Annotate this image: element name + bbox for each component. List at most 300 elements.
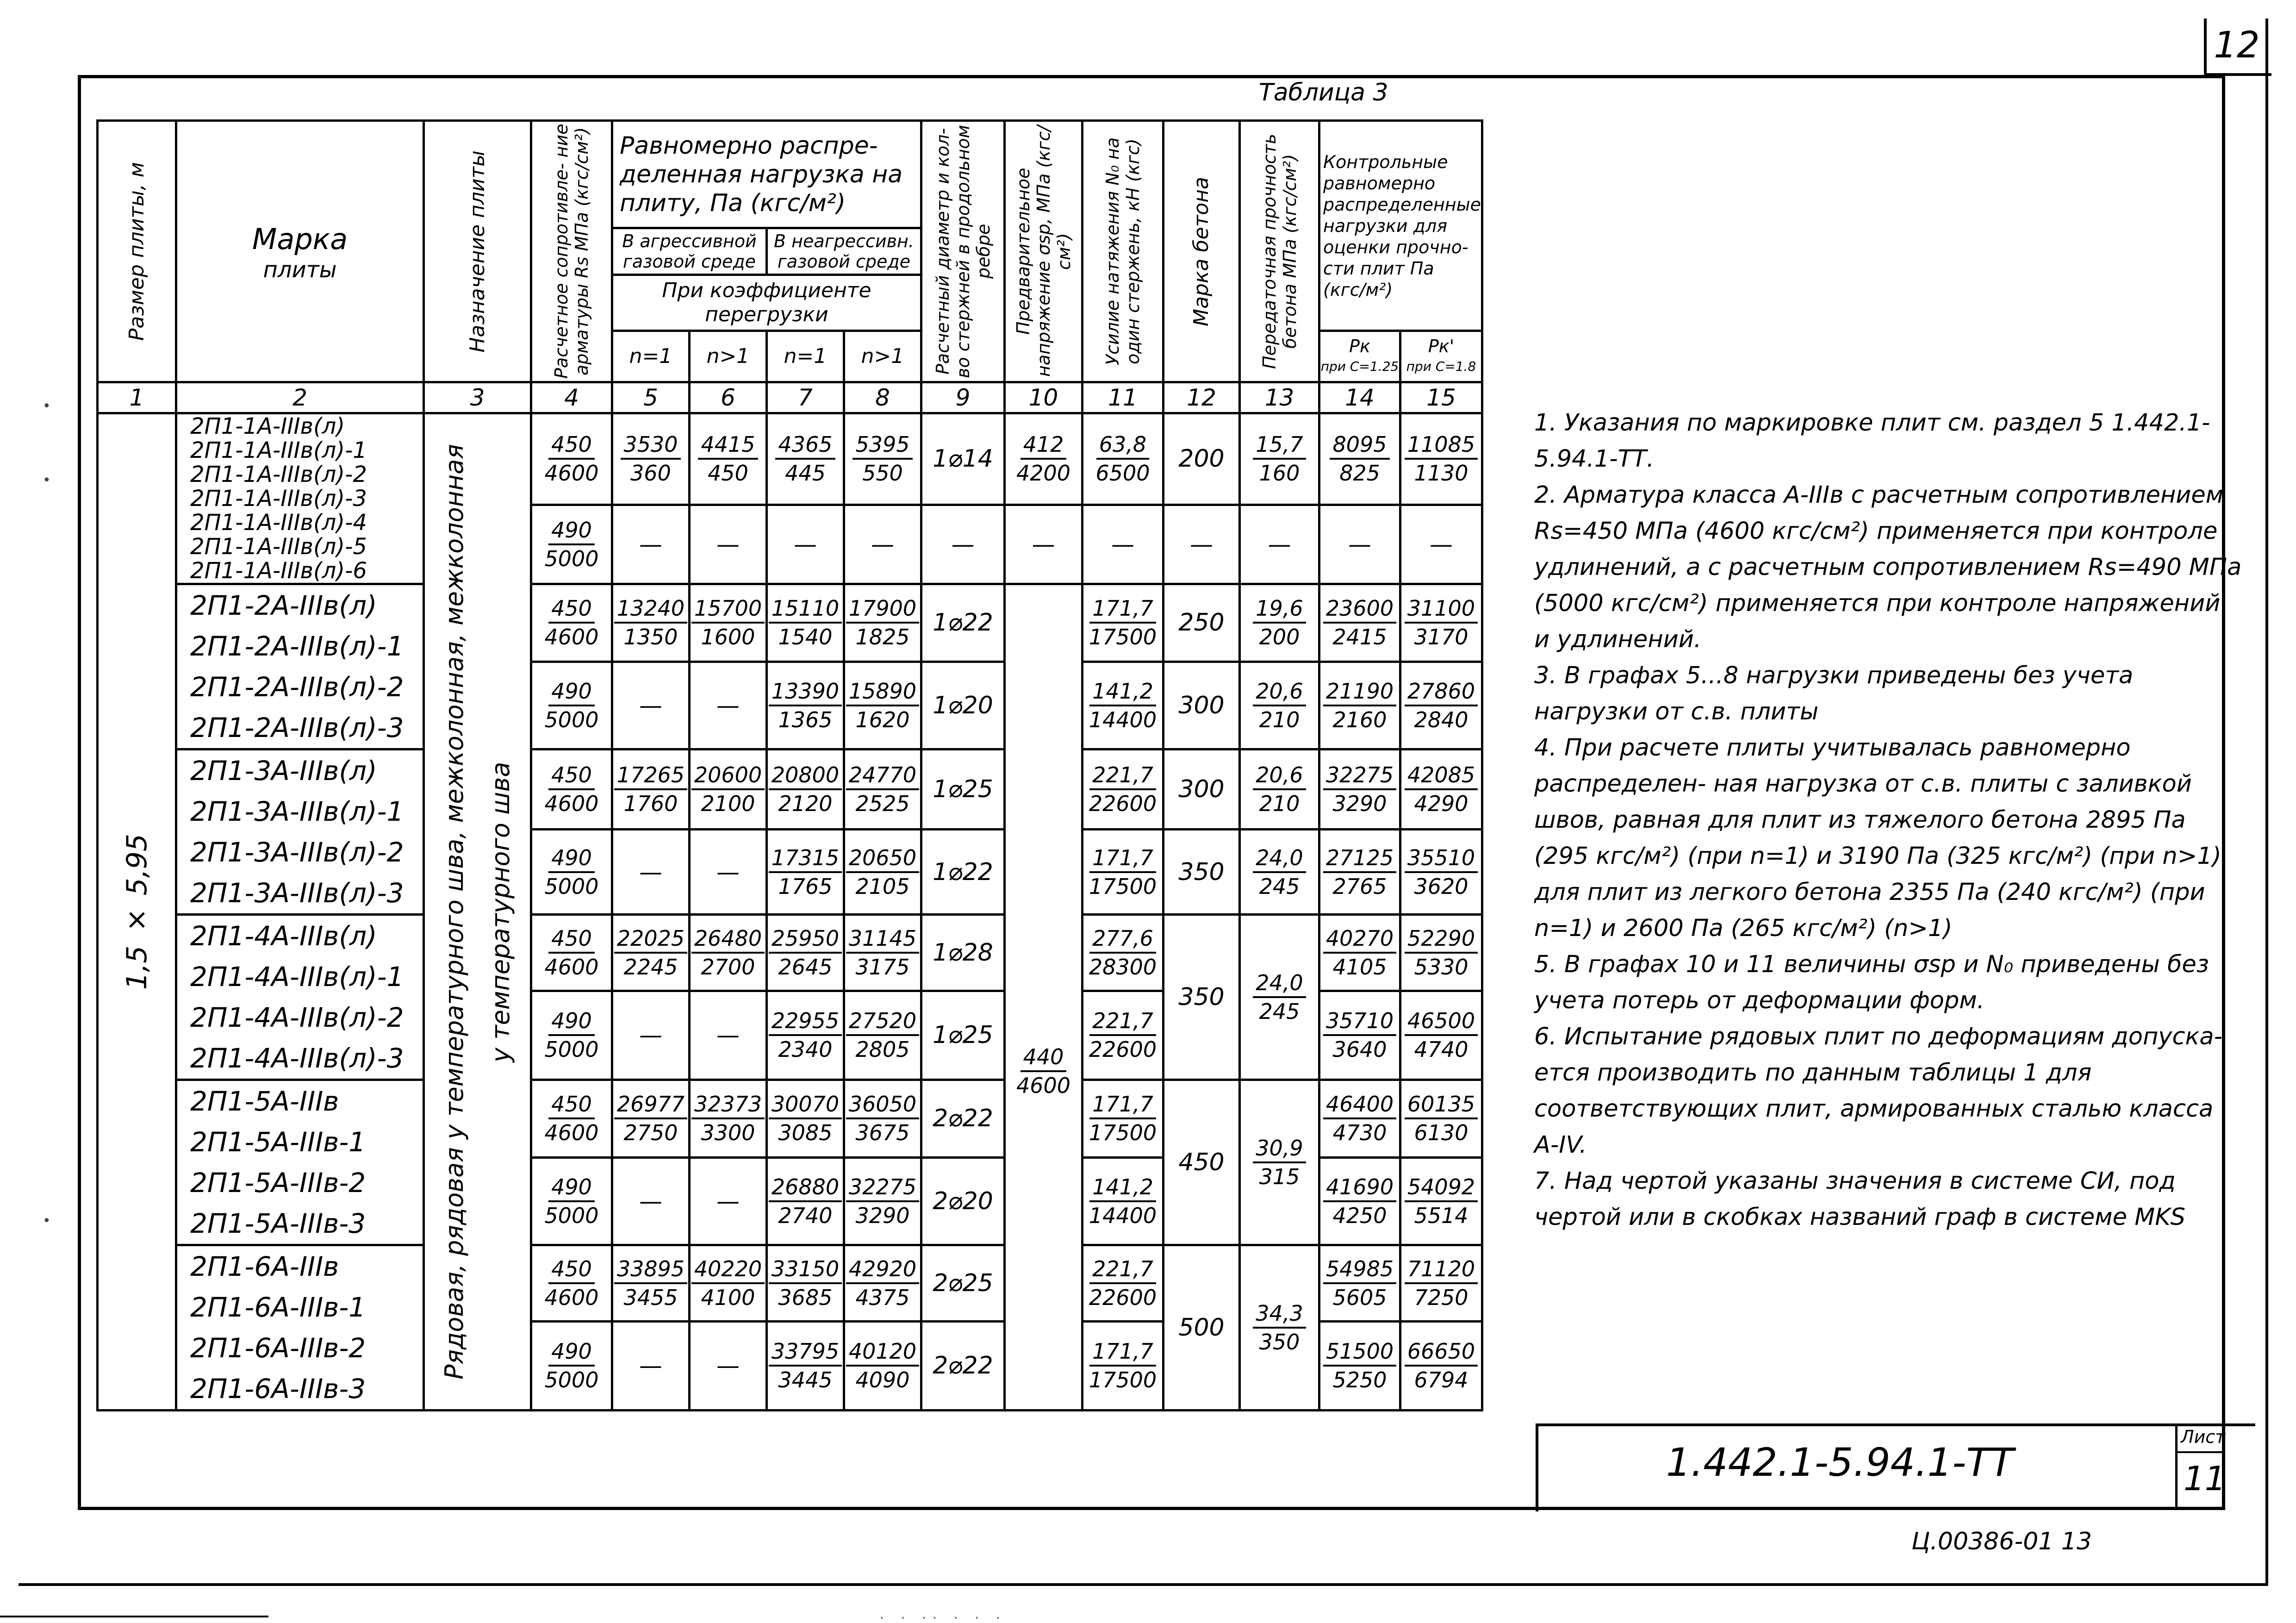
value-si: 24,0 [1253, 844, 1306, 873]
value-cell [844, 991, 921, 1080]
value-text: — [716, 692, 740, 719]
value-cell [767, 830, 844, 915]
value-text: 300 [1178, 775, 1225, 804]
header-control-loads: Контрольные равномерно распределенные нагрузки для оценки прочно- сти плит Па (кгс/м²) [1319, 121, 1482, 331]
value-cell [612, 749, 690, 830]
value-cell [1240, 749, 1319, 830]
value-si: 27125 [1323, 844, 1396, 873]
value-si: 26880 [769, 1174, 842, 1202]
header-ngt1: n>1 [690, 331, 767, 382]
value-si: 277,6 [1089, 925, 1156, 954]
header-ngt1: n>1 [844, 331, 921, 382]
column-number: 10 [1005, 382, 1083, 413]
value-cell [1083, 584, 1164, 662]
note-item: 5. В графах 10 и 11 величины σsp и N₀ приведены без учета потерь от деформации форм. [1534, 951, 2209, 1014]
value-mks: 6794 [1414, 1367, 1468, 1393]
notes-block [1534, 405, 2242, 1236]
empty-cell [690, 662, 767, 749]
value-mks: 5000 [544, 874, 599, 899]
archive-number: Ц.00386-01 13 [1911, 1528, 2092, 1555]
column-number: 4 [531, 382, 612, 413]
value-si: 412 [1020, 431, 1067, 460]
table-row [98, 749, 1482, 830]
value-cell [690, 749, 767, 830]
plate-marks-cell [176, 749, 424, 915]
value-text: 1⌀22 [933, 609, 993, 637]
note-item: 7. Над чертой указаны значения в системе СИ, под чертой или в скобках названий граф в системе MKS [1534, 1167, 2186, 1231]
value-cell [1400, 991, 1482, 1080]
column-number-row [98, 382, 1482, 413]
value-si: 34,3 [1253, 1300, 1306, 1329]
value-si: 221,7 [1089, 1007, 1156, 1036]
value-cell [531, 584, 612, 662]
table-row [98, 1080, 1482, 1158]
value-si: 51500 [1323, 1338, 1396, 1367]
sheet-border-bottom [19, 1583, 2268, 1586]
value-text: — [1430, 531, 1453, 558]
plate-mark: 2П1-6А-IIIв-1 [190, 1292, 366, 1323]
plate-mark: 2П1-6А-IIIв-3 [190, 1373, 366, 1405]
value-cell [844, 915, 921, 991]
column-number: 7 [767, 382, 844, 413]
value-cell [1083, 413, 1164, 505]
value-cell [921, 1080, 1005, 1158]
plate-size-cell: 1,5 × 5,95 [98, 413, 176, 1411]
value-mks: 22600 [1089, 1037, 1157, 1062]
column-number: 1 [98, 382, 176, 413]
value-cell [767, 1245, 844, 1322]
value-mks: 14400 [1089, 707, 1157, 732]
plate-mark: 2П1-6А-IIIв [190, 1251, 339, 1282]
value-mks: 160 [1259, 461, 1300, 486]
value-si: 35510 [1405, 844, 1478, 873]
value-mks: 2415 [1332, 624, 1387, 650]
value-cell [767, 413, 844, 505]
value-mks: 3455 [623, 1285, 678, 1310]
value-text: 1⌀28 [933, 938, 993, 967]
value-si: 490 [548, 678, 595, 706]
column-number: 14 [1319, 382, 1400, 413]
value-cell [1240, 1245, 1319, 1411]
empty-cell [921, 505, 1005, 584]
value-cell [1400, 1157, 1482, 1245]
value-cell [531, 662, 612, 749]
value-mks: 4250 [1332, 1203, 1387, 1228]
value-si: 20800 [769, 762, 842, 790]
value-si: 30,9 [1253, 1135, 1306, 1163]
value-text: — [639, 692, 662, 719]
plate-mark: 2П1-4А-IIIв(л) [190, 920, 377, 952]
value-cell [1005, 413, 1083, 505]
value-mks: 2840 [1414, 707, 1468, 732]
plate-mark: 2П1-1А-IIIв(л)-1 [190, 437, 367, 463]
empty-cell [612, 991, 690, 1080]
value-si: 33150 [769, 1255, 842, 1284]
value-si: 40120 [846, 1338, 919, 1367]
value-mks: 17500 [1089, 1120, 1157, 1146]
value-mks: 3300 [701, 1120, 755, 1146]
value-si: 40270 [1323, 925, 1396, 954]
table-row [98, 584, 1482, 662]
value-si: 60135 [1405, 1091, 1478, 1119]
value-mks: 5000 [544, 707, 599, 732]
value-mks: 7250 [1414, 1285, 1468, 1310]
value-si: 3530 [621, 431, 680, 460]
value-si: 35710 [1323, 1007, 1396, 1036]
value-mks: 5605 [1332, 1285, 1387, 1310]
data-table [96, 119, 1483, 1411]
value-mks: 3685 [778, 1285, 833, 1310]
value-cell [1164, 915, 1240, 1080]
value-si: 19,6 [1253, 595, 1306, 624]
plate-mark: 2П1-2А-IIIв(л)-1 [190, 630, 404, 662]
value-cell [1083, 1321, 1164, 1410]
binding-mark: • [43, 472, 51, 488]
value-cell [1319, 1245, 1400, 1322]
column-number: 11 [1083, 382, 1164, 413]
value-mks: 17500 [1089, 874, 1157, 899]
value-si: 450 [548, 762, 595, 790]
value-mks: 200 [1259, 624, 1300, 650]
value-si: 5395 [852, 431, 912, 460]
value-cell [531, 1157, 612, 1245]
value-mks: 210 [1259, 707, 1300, 732]
value-mks: 350 [1259, 1330, 1300, 1355]
value-si: 27520 [846, 1007, 919, 1036]
plate-marks-cell [176, 413, 424, 584]
value-si: 21190 [1323, 678, 1396, 706]
value-cell [612, 1245, 690, 1322]
value-si: 171,7 [1089, 1091, 1156, 1119]
value-text: — [1268, 531, 1291, 558]
column-number: 13 [1240, 382, 1319, 413]
value-cell [1400, 749, 1482, 830]
stamp-border [1536, 1423, 2255, 1426]
plate-mark: 2П1-2А-IIIв(л) [190, 590, 377, 621]
value-si: 171,7 [1089, 1338, 1156, 1367]
plate-mark: 2П1-3А-IIIв(л)-1 [190, 796, 404, 827]
value-cell [844, 1321, 921, 1410]
header-n1: n=1 [767, 331, 844, 382]
value-cell [1083, 1157, 1164, 1245]
value-cell [1164, 413, 1240, 505]
value-cell [1164, 584, 1240, 662]
value-mks: 4600 [544, 624, 599, 650]
plate-mark: 2П1-1А-IIIв(л) [190, 413, 345, 439]
footer-dots: . . .. . . . [879, 1604, 1006, 1623]
value-cell [690, 584, 767, 662]
value-cell [1319, 915, 1400, 991]
value-si: 490 [548, 1338, 595, 1367]
value-cell [1240, 662, 1319, 749]
value-mks: 2120 [778, 791, 833, 817]
value-mks: 4600 [1016, 1073, 1071, 1098]
value-cell [1083, 915, 1164, 991]
value-si: 23600 [1323, 595, 1396, 624]
value-cell [921, 413, 1005, 505]
value-mks: 17500 [1089, 1367, 1157, 1393]
empty-cell [1319, 505, 1400, 584]
header-mark: Марка плиты [176, 121, 424, 382]
value-si: 20600 [691, 762, 765, 790]
value-si: 4415 [698, 431, 758, 460]
empty-cell [1240, 505, 1319, 584]
value-cell [531, 991, 612, 1080]
value-cell [690, 1245, 767, 1322]
value-cell [1240, 584, 1319, 662]
value-text: 2⌀20 [933, 1187, 993, 1215]
sheet-border-right [2265, 19, 2268, 1586]
header-overload-coef: При коэффициенте перегрузки [612, 275, 921, 331]
value-si: 52290 [1405, 925, 1478, 954]
value-si: 26480 [691, 925, 765, 954]
value-text: — [639, 531, 662, 558]
value-mks: 3675 [855, 1120, 910, 1146]
value-cell [690, 915, 767, 991]
value-cell [1083, 830, 1164, 915]
column-number: 6 [690, 382, 767, 413]
plate-mark: 2П1-6А-IIIв-2 [190, 1332, 366, 1364]
value-si: 4365 [775, 431, 835, 460]
value-mks: 4600 [544, 791, 599, 817]
value-si: 141,2 [1089, 1174, 1156, 1202]
empty-cell [690, 830, 767, 915]
header-diameter: Расчетный диаметр и кол-во стержней в продольном ребре [921, 121, 1005, 382]
empty-cell [690, 991, 767, 1080]
value-mks: 6130 [1414, 1120, 1468, 1146]
value-mks: 825 [1339, 461, 1380, 486]
value-text: — [639, 1352, 662, 1380]
value-cell [690, 1080, 767, 1158]
value-si: 24770 [846, 762, 919, 790]
value-cell [844, 1080, 921, 1158]
value-si: 450 [548, 925, 595, 954]
value-cell [1083, 1080, 1164, 1158]
value-text: 250 [1178, 609, 1225, 637]
value-cell [844, 662, 921, 749]
value-cell [612, 584, 690, 662]
value-cell [612, 915, 690, 991]
value-text: — [639, 858, 662, 886]
table-title: Таблица 3 [1259, 79, 1388, 106]
value-cell [531, 1245, 612, 1322]
value-mks: 2245 [623, 954, 678, 980]
value-si: 221,7 [1089, 762, 1156, 790]
value-si: 17900 [846, 595, 919, 624]
value-mks: 245 [1259, 874, 1300, 899]
value-text: 350 [1178, 858, 1225, 886]
value-si: 8095 [1330, 431, 1389, 460]
value-text: 2⌀22 [933, 1105, 993, 1133]
header-n1: n=1 [612, 331, 690, 382]
value-mks: 245 [1259, 999, 1300, 1024]
value-si: 20650 [846, 844, 919, 873]
value-cell [767, 1321, 844, 1410]
value-cell [1319, 749, 1400, 830]
value-mks: 360 [630, 461, 671, 486]
column-number: 3 [424, 382, 531, 413]
plate-mark: 2П1-3А-IIIв(л)-2 [190, 836, 404, 868]
value-cell [1400, 830, 1482, 915]
value-mks: 2765 [1332, 874, 1387, 899]
value-cell [1400, 662, 1482, 749]
value-cell [1319, 662, 1400, 749]
header-rk: Pк при C=1.25 [1319, 331, 1400, 382]
value-si: 490 [548, 1174, 595, 1202]
empty-cell [612, 1321, 690, 1410]
value-si: 490 [548, 517, 595, 545]
value-cell [1400, 1245, 1482, 1322]
value-mks: 315 [1259, 1164, 1300, 1189]
shared-prestress-cell [1005, 584, 1083, 1411]
value-cell [921, 830, 1005, 915]
value-mks: 22600 [1089, 1285, 1157, 1310]
value-text: — [794, 531, 817, 558]
value-mks: 1365 [778, 707, 833, 732]
sheet-number: 11 [2184, 1459, 2226, 1498]
value-mks: 5000 [544, 1367, 599, 1393]
value-si: 13240 [614, 595, 687, 624]
value-mks: 4600 [544, 1120, 599, 1146]
value-si: 171,7 [1089, 595, 1156, 624]
value-mks: 4105 [1332, 954, 1387, 980]
empty-cell [1164, 505, 1240, 584]
value-si: 15,7 [1253, 431, 1306, 460]
plate-mark: 2П1-1А-IIIв(л)-3 [190, 486, 367, 512]
table-row [98, 1245, 1482, 1322]
plate-mark: 2П1-4А-IIIв(л)-2 [190, 1002, 404, 1033]
value-mks: 2105 [855, 874, 910, 899]
empty-cell [612, 830, 690, 915]
value-cell [921, 662, 1005, 749]
value-mks: 5250 [1332, 1367, 1387, 1393]
value-cell [921, 584, 1005, 662]
value-si: 17315 [769, 844, 842, 873]
empty-cell [690, 1321, 767, 1410]
page-number: 12 [2214, 25, 2260, 66]
value-cell [921, 1321, 1005, 1410]
column-number: 9 [921, 382, 1005, 413]
value-mks: 1600 [701, 624, 755, 650]
value-cell [921, 749, 1005, 830]
plate-mark: 2П1-5А-IIIв-1 [190, 1126, 366, 1158]
value-cell [1319, 413, 1400, 505]
value-mks: 450 [708, 461, 748, 486]
empty-cell [1005, 505, 1083, 584]
value-text: 450 [1178, 1149, 1225, 1176]
value-cell [1083, 749, 1164, 830]
table-row [98, 915, 1482, 991]
value-mks: 1620 [855, 707, 910, 732]
value-cell [767, 584, 844, 662]
value-cell [531, 505, 612, 584]
stamp-border [1536, 1423, 1538, 1511]
value-text: — [716, 1187, 740, 1215]
document-code: 1.442.1-5.94.1-ТТ [1666, 1440, 2014, 1485]
value-si: 30070 [769, 1091, 842, 1119]
value-si: 221,7 [1089, 1255, 1156, 1284]
value-mks: 4375 [855, 1285, 910, 1310]
value-text: — [871, 531, 894, 558]
column-number: 5 [612, 382, 690, 413]
empty-cell [690, 505, 767, 584]
value-cell [1240, 1080, 1319, 1245]
value-cell [767, 1157, 844, 1245]
value-mks: 5514 [1414, 1203, 1468, 1228]
empty-cell [844, 505, 921, 584]
value-cell [1240, 830, 1319, 915]
value-cell [844, 413, 921, 505]
value-cell [531, 413, 612, 505]
value-mks: 28300 [1089, 954, 1157, 980]
plate-mark: 2П1-4А-IIIв(л)-3 [190, 1042, 404, 1074]
value-text: — [1032, 531, 1055, 558]
value-mks: 5000 [544, 1203, 599, 1228]
empty-cell [1083, 505, 1164, 584]
value-mks: 6500 [1095, 461, 1150, 486]
value-cell [1319, 1321, 1400, 1410]
value-si: 450 [548, 595, 595, 624]
sheet-label: Лист [2181, 1427, 2226, 1447]
note-item: 1. Указания по маркировке плит см. раздел 5 1.442.1-5.94.1-ТТ. [1534, 409, 2210, 473]
value-text: 1⌀22 [933, 858, 993, 886]
value-si: 42085 [1405, 762, 1478, 790]
value-mks: 2100 [701, 791, 755, 817]
value-mks: 5330 [1414, 954, 1468, 980]
plate-mark: 2П1-2А-IIIв(л)-2 [190, 671, 404, 703]
value-mks: 1540 [778, 624, 833, 650]
value-text: 1⌀14 [933, 445, 993, 473]
value-si: 15110 [769, 595, 842, 624]
value-mks: 445 [785, 461, 826, 486]
plate-mark: 2П1-1А-IIIв(л)-5 [190, 534, 367, 560]
column-number: 15 [1400, 382, 1482, 413]
value-mks: 4600 [544, 1285, 599, 1310]
value-si: 66650 [1405, 1338, 1478, 1367]
value-cell [767, 991, 844, 1080]
value-text: 350 [1178, 983, 1225, 1011]
value-si: 71120 [1405, 1255, 1478, 1284]
empty-cell [612, 662, 690, 749]
header-transfer-strength: Передаточная прочность бетона МПа (кгс/см²) [1240, 121, 1319, 382]
value-mks: 4600 [544, 461, 599, 486]
value-text: — [639, 1187, 662, 1215]
value-si: 54092 [1405, 1174, 1478, 1202]
value-mks: 5000 [544, 1037, 599, 1062]
value-si: 450 [548, 431, 595, 460]
value-mks: 2525 [855, 791, 910, 817]
value-si: 141,2 [1089, 678, 1156, 706]
header-load-group: Равномерно распре- деленная нагрузка на плиту, Па (кгс/м²) [612, 121, 921, 228]
value-si: 490 [548, 1007, 595, 1036]
value-cell [1400, 1080, 1482, 1158]
value-mks: 4100 [701, 1285, 755, 1310]
value-text: — [1190, 531, 1213, 558]
value-si: 25950 [769, 925, 842, 954]
plate-mark: 2П1-5А-IIIв-2 [190, 1167, 366, 1199]
value-mks: 210 [1259, 791, 1300, 817]
value-text: 1⌀20 [933, 691, 993, 719]
value-mks: 2805 [855, 1037, 910, 1062]
plate-mark: 2П1-5А-IIIв [190, 1086, 339, 1117]
value-text: — [1111, 531, 1134, 558]
value-cell [1083, 662, 1164, 749]
empty-cell [767, 505, 844, 584]
table-row [98, 413, 1482, 505]
value-mks: 4740 [1414, 1037, 1468, 1062]
value-mks: 5000 [544, 546, 599, 571]
value-mks: 2340 [778, 1037, 833, 1062]
